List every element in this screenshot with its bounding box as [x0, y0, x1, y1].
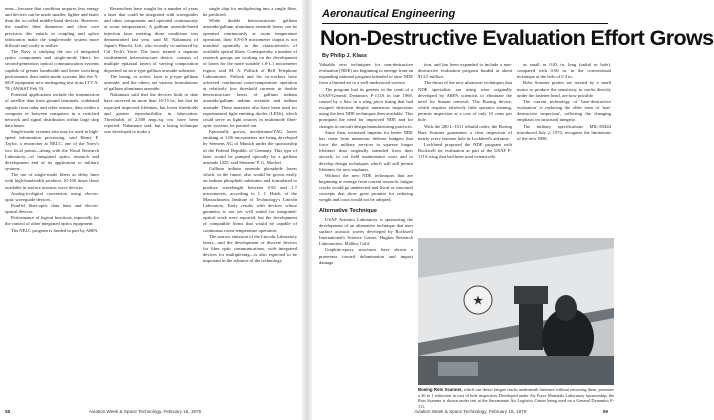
paragraph: tems—because that condition requires less energy and devices can be made smaller, lighter and faster than the so-called middle-band devices. However, the smaller fiber diameters and close core precision this entails in coupling and splice fabrication make the single-mode system more difficult and costly to realize.	[5, 6, 99, 48]
article-headline: Non-Destructive Evaluation Effort Grows	[320, 26, 714, 50]
left-page-footer-text: Aviation Week & Space Technology, February 16, 1976	[89, 409, 202, 414]
right-page-column-2	[418, 62, 512, 234]
paragraph: Rohr Scanner probes are rotated by a small motor to produce the sensitivity to cracks directly under the fastener head, are now possible.	[517, 80, 611, 98]
paragraph: The narrow emission of the Lincoln Laboratory lasers—and the development of discrete devices for fiber optic communications, with integrated devices for multiplexing—is also expected to be important in the advance of the technology.	[203, 233, 297, 264]
paragraph: tion, and has been expanded to include a non-destructive evaluation program funded at about $13.5 million.	[418, 62, 512, 80]
left-page-column-2	[104, 6, 198, 135]
paragraph: Valuable new techniques for non-destructive evaluation (NDE) are beginning to emerge from an expanding national program intended to raise NDE from a limited art to a well-understood science.	[319, 62, 413, 86]
paragraph: The thrust of the new ultrasonic techniques that NDE specialists are using were originally developed by ARPA scientists to eliminate the need for human removal. The Boeing device, which requires relatively little operator training, permits inspection at a cost of only 10 cents per hole.	[418, 80, 512, 123]
paragraph: Potential applications include the transmission of satellite data from ground terminals, wideband signals from radar and other sensors, data within a computer or between computers in a switched network and signal distribution within large ship data buses.	[5, 92, 99, 128]
left-page-number: 58	[5, 409, 11, 414]
paragraph: The use of single-mode fibers as delay lines with high-bandwidth products 10-100 times those available in surface acoustic wave devices.	[5, 172, 99, 190]
paragraph: The NELC program is funded in part by ARPA.	[11, 227, 99, 233]
caption-text: which can detect fatigue cracks underneath fasteners without removing them, promises a 20 to 1 reduction in cost of hole inspection. Developed under Air Force Materials Laboratory sponsorship, the Rots Scanner is shown under test at the Sacramento Air Logistics Center being used on a General Dynamics F-111.	[418, 387, 614, 409]
left-page	[0, 0, 300, 420]
left-page-column-3	[203, 6, 297, 265]
paragraph: Graphite-epoxy structures have shown a proneness toward delamination and impact damage.	[319, 247, 413, 265]
right-page-footer	[414, 409, 608, 414]
paragraph: The program had its genesis in the crash of a USAF/General Dynamics F-111A in late 1969, caused by a flaw in a wing pivot fitting that had escaped detection despite numerous inspections using the best NDE techniques then available. This prompted the need for improved NDE and for changes in aircraft design/manufacturing practices.	[319, 86, 413, 129]
right-page-footer-text: Aviation Week & Space Technology, February 16, 1976	[414, 409, 527, 414]
article-byline: By Philip J. Klass	[322, 53, 367, 59]
aircraft-inspection-illustration	[418, 238, 614, 385]
paragraph: Epitaxially grown, neodymium/YAG lasers emitting at 1.06 micrometers are being developed by Siemens AG of Munich under the sponsorship of the Federal Republic of Germany. This type of laser would be pumped optically by a gallium arsenide LED, said Siemens' P. G. Mockel.	[203, 129, 297, 165]
paragraph: as small as 0.03 in. long (radial in hole), compared with 0.06 in. in the conventional technique at the hole of 0.3 in.	[517, 62, 611, 80]
paragraph: single chip for multiplexing into a single fiber, he predicted.	[203, 6, 297, 18]
page-gutter	[302, 0, 312, 420]
right-page-column-1	[319, 62, 413, 392]
paragraph: While double heterostructure gallium arsenide/gallium aluminum arsenide lasers can be operated continuously at room temperature operation, their 0.8-0.9 micrometer output is not matched optimally to the characteristics of available optical fibers. Consequently, a number of research groups are working on the development of lasers for the more suitable 1.0-1.1 micrometer region, said M. A. Pollack of Bell Telephone Laboratories. Pollack and his co-workers have achieved continuous room-temperature operation at relatively low threshold currents in double heterostructure lasers of gallium indium arsenide/gallium indium arsenide and indium arsenide. These materials also have been used for experimental light-emitting diodes (LEDs), which could serve as light sources in multimode fiber-optic systems, he pointed out.	[203, 18, 297, 128]
paragraph: Researchers have sought for a number of years a laser that could be integrated with waveguides and other components and operated continuously at room temperatures. A gallium arsenide-based injection laser meeting those conditions was demonstrated last year, said M. Nakamura of Japan's Hitachi, Ltd., who recently co-authored by Cal Tech's Yariv. The laser, termed a separate confinement heterostructure device, consists of multiple epitaxial layers of varying composition deposited on an n-type gallium arsenide substrate.	[104, 6, 198, 73]
svg-text:★: ★	[473, 295, 483, 307]
left-page-footer	[5, 409, 201, 414]
paragraph: Since then, increased impetus for better NDE has come from numerous defense budgets that force the military services to squeeze longer lifetimes than originally intended from their aircraft, to cut field maintenance costs and to develop design techniques which will still permit lifetimes for new airplanes.	[319, 129, 413, 172]
paragraph: Analog-to-digital conversion using electro-optic waveguide devices.	[5, 190, 99, 202]
rots-scanner-photo	[418, 238, 614, 385]
paragraph: Performance of logical functions, especially for the control of other integrated optics equipment.	[5, 215, 99, 227]
paragraph: Without the new NDE techniques that are beginning to emerge from current research, fatigue cracks would go undetected and fiscal or structural concepts that show great promise for reducing weight and costs would not be adopted.	[319, 172, 413, 203]
photo-caption	[418, 387, 614, 409]
paragraph: With the 200 L-1011 rebuild order, the Boeing Rare Scanner guarantees a clear inspection of nearly every fastener hole in Lockheed's airframe.	[418, 123, 512, 141]
paragraph: Lockheed proposed the NDE program with Rockwell for evaluation as part of the USAF F-111A wing that had been used extensively.	[418, 142, 512, 160]
paragraph: The Navy is studying the use of integrated optics components and single-mode fibers for second-generation optical communication systems capable of greater bandwidth and better switching performance than multi-mode systems like the A-6E/F equipment now undergoing test in an LTV A-7E (AW&ST Feb. 9).	[5, 49, 99, 92]
paragraph: The military specifications MIL-83444 introduced July 2, 1974, recognize the limitations of the new NDE.	[517, 123, 611, 141]
paragraph: Nakamura said that the devices built to date have survived no more than 10-15 hr., but that he expected improved lifetimes, but lower thresholds and greater reproducibility in fabrication. Thresholds of 2,500 amp./sq. cm. have been reported. Nakamura said, but a lasing technique was developed to make a	[104, 92, 198, 135]
section-kicker: Aeronautical Engineering	[322, 8, 456, 20]
kicker-rule	[322, 23, 608, 24]
paragraph: Gallium indium arsenide phosphide lasers which, in the future, also would be grown easily on indium phosphide substrates and formulated to produce wavelength between 0.92 and 1.7 micrometers, according to J. J. Hsieh, of the Massachusetts Institute of Technology's Lincoln Laboratory. Early results with devices whose geometry is not yet well suited for integrated-optical work were reported, but the development of compatible forms that would be capable of continuous room-temperature operation.	[203, 166, 297, 233]
right-page-number: 59	[602, 409, 608, 414]
paragraph: Parallel fiber-optic data lines and electro-optical devices.	[5, 203, 99, 215]
section-heading: Alternative Technique	[319, 207, 378, 214]
paragraph: The current technology of 'bare-destructive evaluation' is replacing the older term of 'non-destructive inspection', reflecting the changing emphasis on structural integrity.	[517, 98, 611, 123]
right-page-column-3	[517, 62, 611, 234]
right-page	[314, 0, 714, 420]
paragraph: Single-mode systems also may be used in high-speed information processing, said Henry F. Taylor, a researcher at NELC, one of the Navy's two focal points—along with the Naval Research Laboratory—of integrated optics research and development and of its application to military systems.	[5, 129, 99, 172]
paragraph: The lasing, or active, layer is p-type gallium arsenide, and the others are various formulations of gallium aluminum arsenide.	[104, 73, 198, 92]
left-page-column-1	[5, 6, 99, 234]
caption-lead: Boeing Rots Scanner,	[418, 387, 463, 392]
paragraph: USAF Avionics Laboratory is sponsoring the development of an alternative technique that uses surface acoustic waves developed by Rockwell International's Science Center, Hughes Research Laboratories, Malibu, Calif.	[319, 216, 413, 247]
